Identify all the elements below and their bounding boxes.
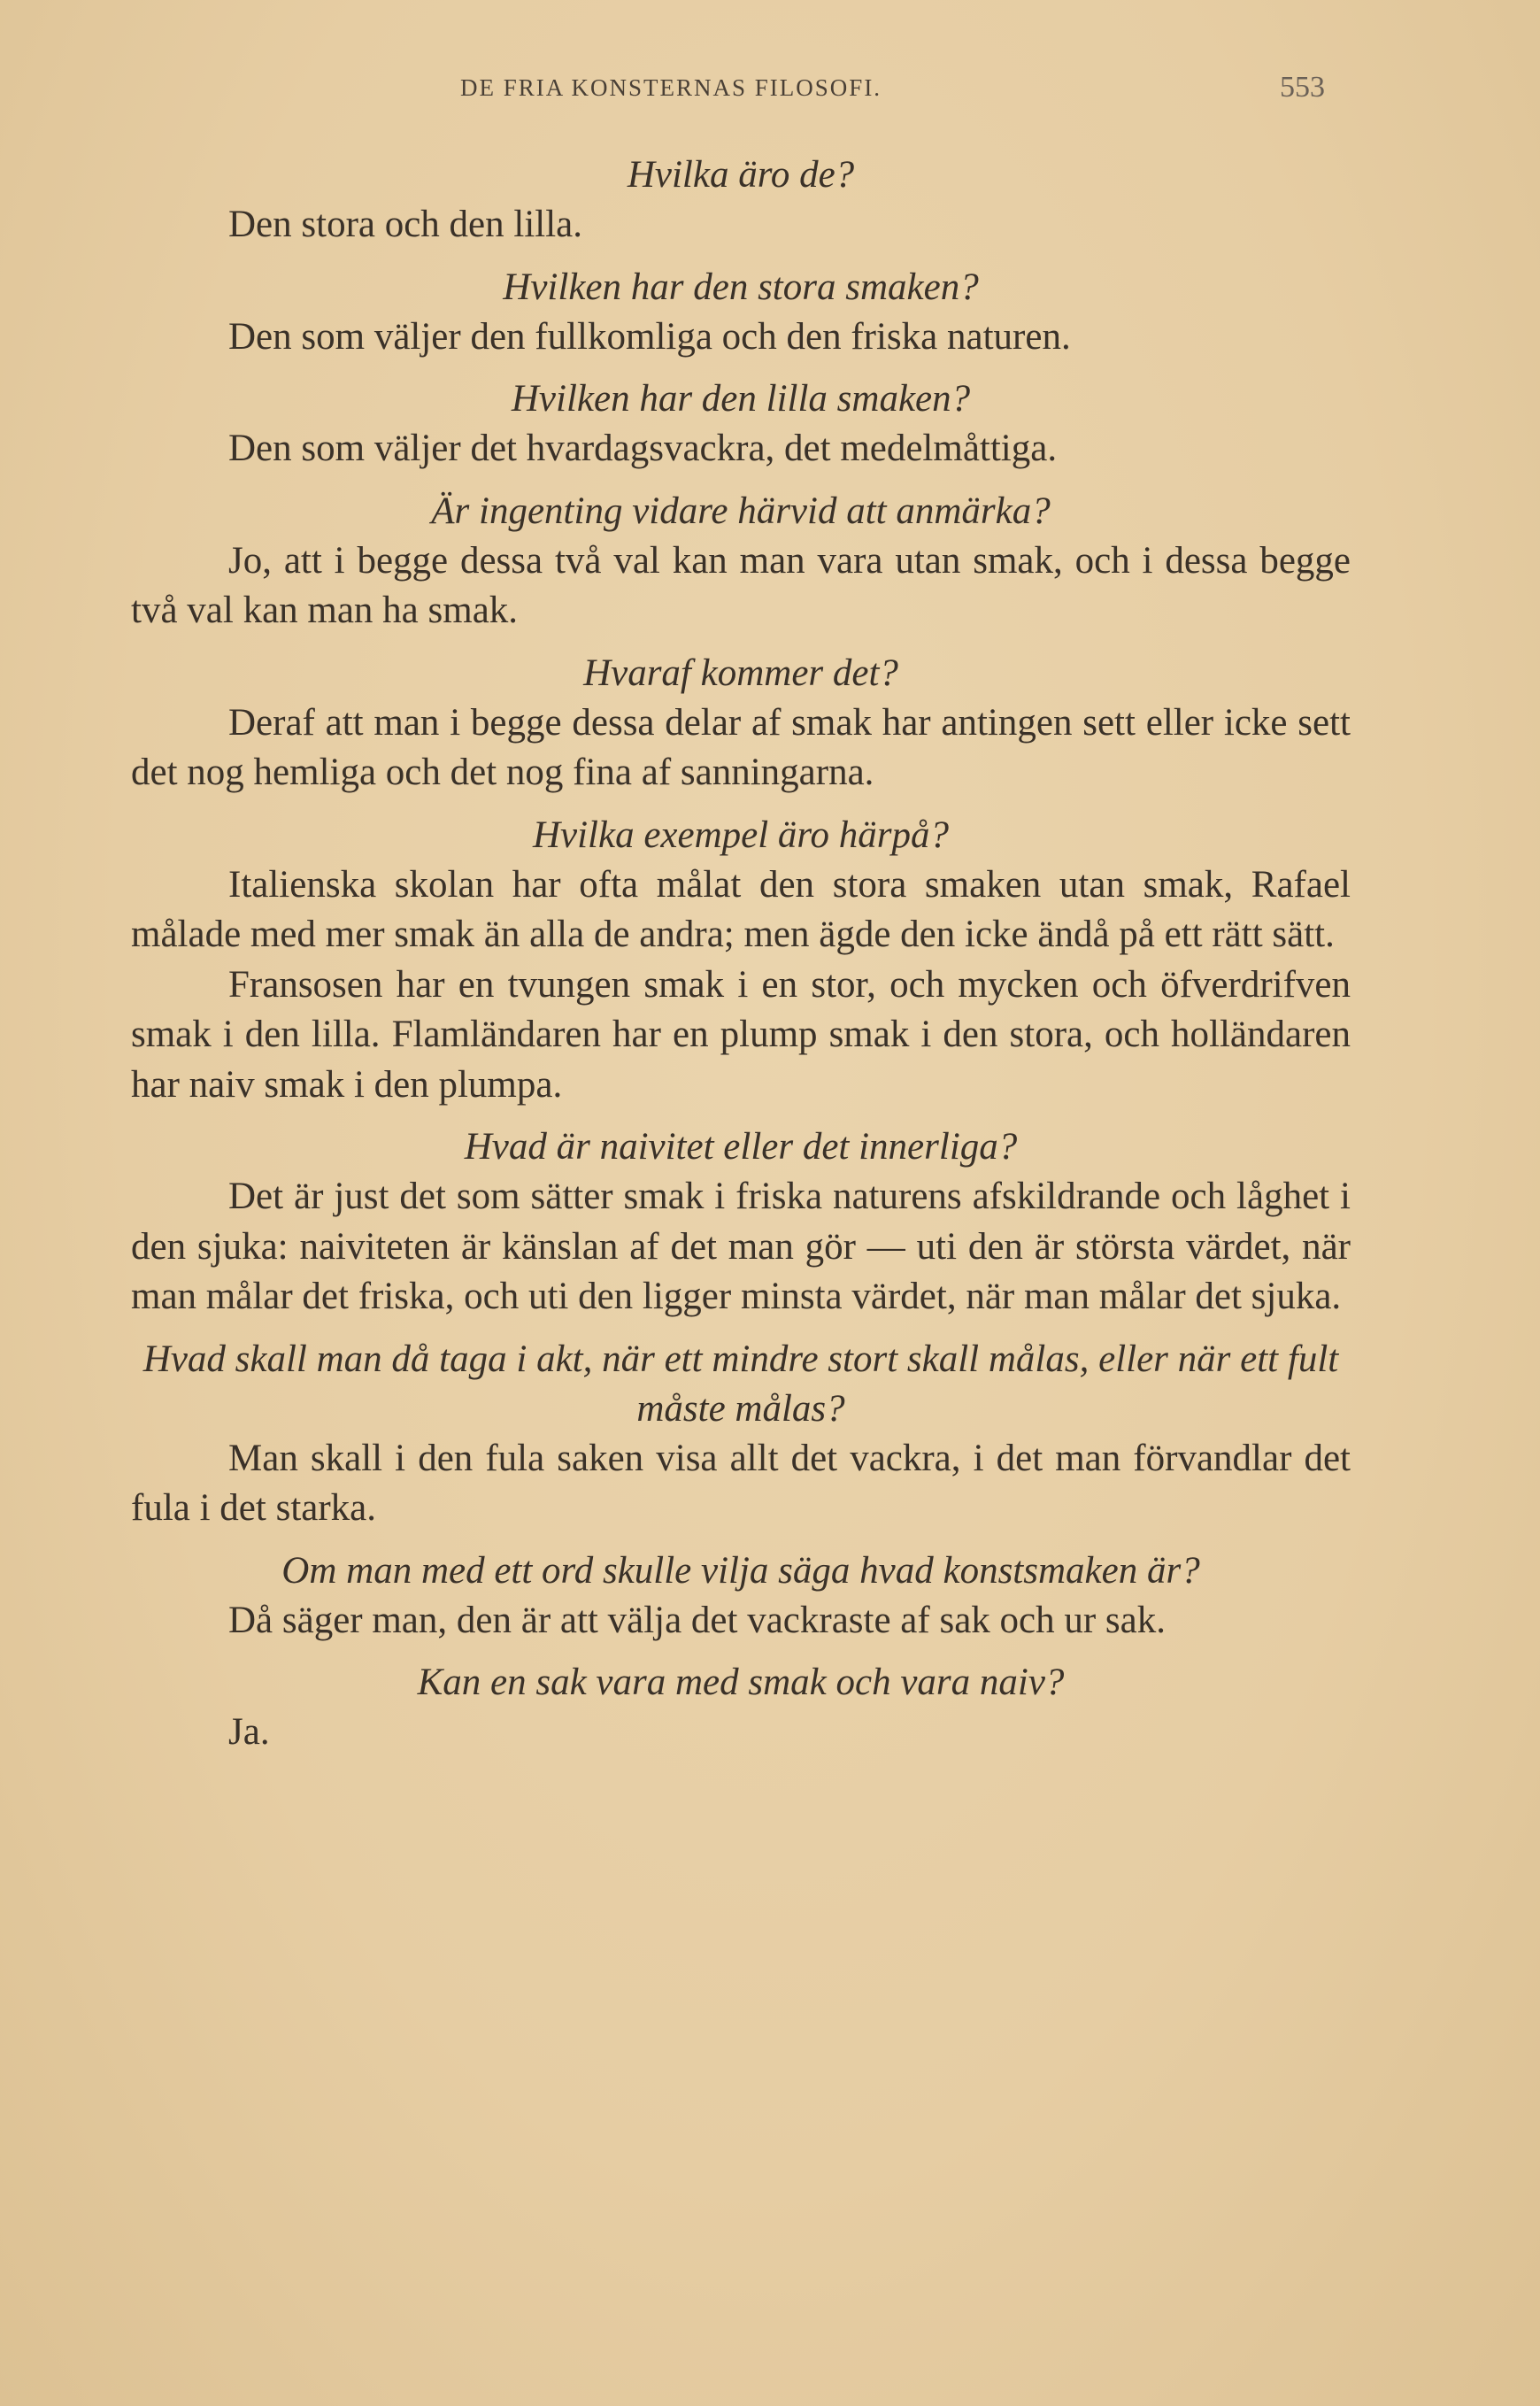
answer: Den stora och den lilla.: [228, 204, 583, 245]
question: Kan en sak vara med smak och vara naiv?: [417, 1662, 1065, 1703]
answer: Deraf att man i begge dessa delar af smak har antingen sett eller icke sett det nog hemliga och det nog fina af sanningarna.: [131, 701, 1351, 793]
question: Hvilka exempel äro härpå?: [532, 814, 950, 856]
answer: Fransosen har en tvungen smak i en stor, och mycken och öfverdrifven smak i den lilla. Flamländaren har en plump smak i den stora, och holländaren har naiv smak i den plumpa.: [131, 963, 1351, 1106]
question: Hvaraf kommer det?: [583, 652, 898, 694]
answer: Man skall i den fula saken visa allt det vackra, i det man förvandlar det fula i det starka.: [131, 1437, 1351, 1529]
answer: Italienska skolan har ofta målat den stora smaken utan smak, Rafael målade med mer smak än alla de andra; men ägde den icke ändå på ett rätt sätt.: [131, 863, 1351, 955]
running-title: DE FRIA KONSTERNAS FILOSOFI.: [460, 74, 882, 101]
page-header: [0, 71, 1540, 110]
question: Är ingenting vidare härvid att anmärka?: [431, 490, 1051, 532]
answer: Då säger man, den är att välja det vackraste af sak och ur sak.: [228, 1599, 1167, 1641]
answer: Ja.: [228, 1711, 270, 1753]
answer: Det är just det som sätter smak i friska naturens afskildrande och låghet i den sjuka: naiviteten är känslan af det man gör — uti den är största värdet, när man målar det friska, och uti den ligger minsta värdet, när man målar det sjuka.: [131, 1176, 1351, 1317]
answer: Jo, att i begge dessa två val kan man vara utan smak, och i dessa begge två val kan man ha smak.: [131, 539, 1351, 631]
catechism-text: [131, 150, 1351, 1758]
answer: Den som väljer det hvardagsvackra, det medelmåttiga.: [228, 428, 1058, 469]
question: Hvilka äro de?: [627, 154, 855, 196]
answer: Den som väljer den fullkomliga och den friska naturen.: [228, 315, 1071, 358]
question: Hvilken har den stora smaken?: [503, 266, 979, 308]
page-number: 553: [1280, 71, 1325, 104]
question: Hvilken har den lilla smaken?: [511, 378, 971, 420]
question: Hvad är naivitet eller det innerliga?: [464, 1126, 1018, 1168]
question: Hvad skall man då taga i akt, när ett mindre stort skall målas, eller när ett fult måste målas?: [142, 1338, 1339, 1430]
question: Om man med ett ord skulle vilja säga hvad konstsmaken är?: [281, 1549, 1200, 1592]
